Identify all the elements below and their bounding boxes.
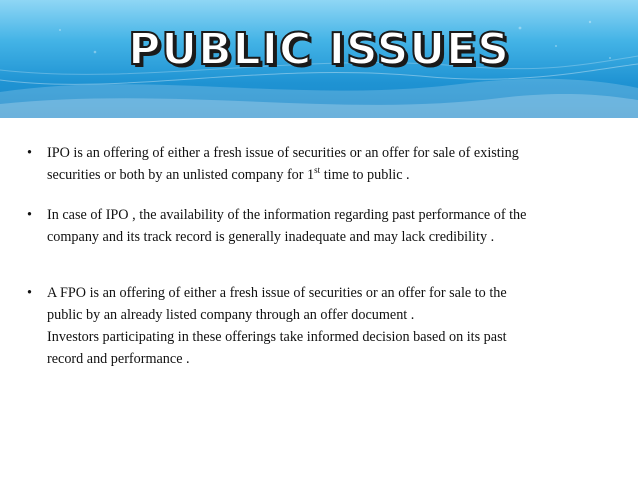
- bullet-line: record and performance .: [47, 351, 190, 367]
- bullet-line: [47, 167, 410, 183]
- bullet-line: Investors participating in these offerings take informed decision based on its past: [47, 329, 507, 345]
- bullet-line: company and its track record is generally inadequate and may lack credibility .: [47, 229, 495, 245]
- slide-body: [27, 142, 607, 370]
- bullet-line-text: securities or both by an unlisted company for 1: [47, 167, 315, 183]
- superscript-st: st: [314, 165, 321, 175]
- bullet-marker: •: [27, 207, 32, 223]
- bullet-line: In case of IPO , the availability of the information regarding past performance of the: [47, 207, 527, 223]
- bullet-ipo-definition: [27, 142, 607, 186]
- bullet-line: A FPO is an offering of either a fresh issue of securities or an offer for sale to the: [47, 285, 507, 301]
- bullet-marker: •: [27, 145, 32, 161]
- bullet-line-text: time to public .: [320, 167, 410, 183]
- slide-title: PUBLIC ISSUES: [128, 24, 510, 75]
- bullet-line: IPO is an offering of either a fresh issue of securities or an offer for sale of existing: [47, 145, 519, 161]
- bullet-line: public by an already listed company through an offer document .: [47, 307, 415, 323]
- header-band: [0, 0, 638, 118]
- bullet-ipo-information: [27, 204, 607, 248]
- bullet-marker: •: [27, 285, 32, 301]
- bullet-fpo-definition: [27, 282, 607, 370]
